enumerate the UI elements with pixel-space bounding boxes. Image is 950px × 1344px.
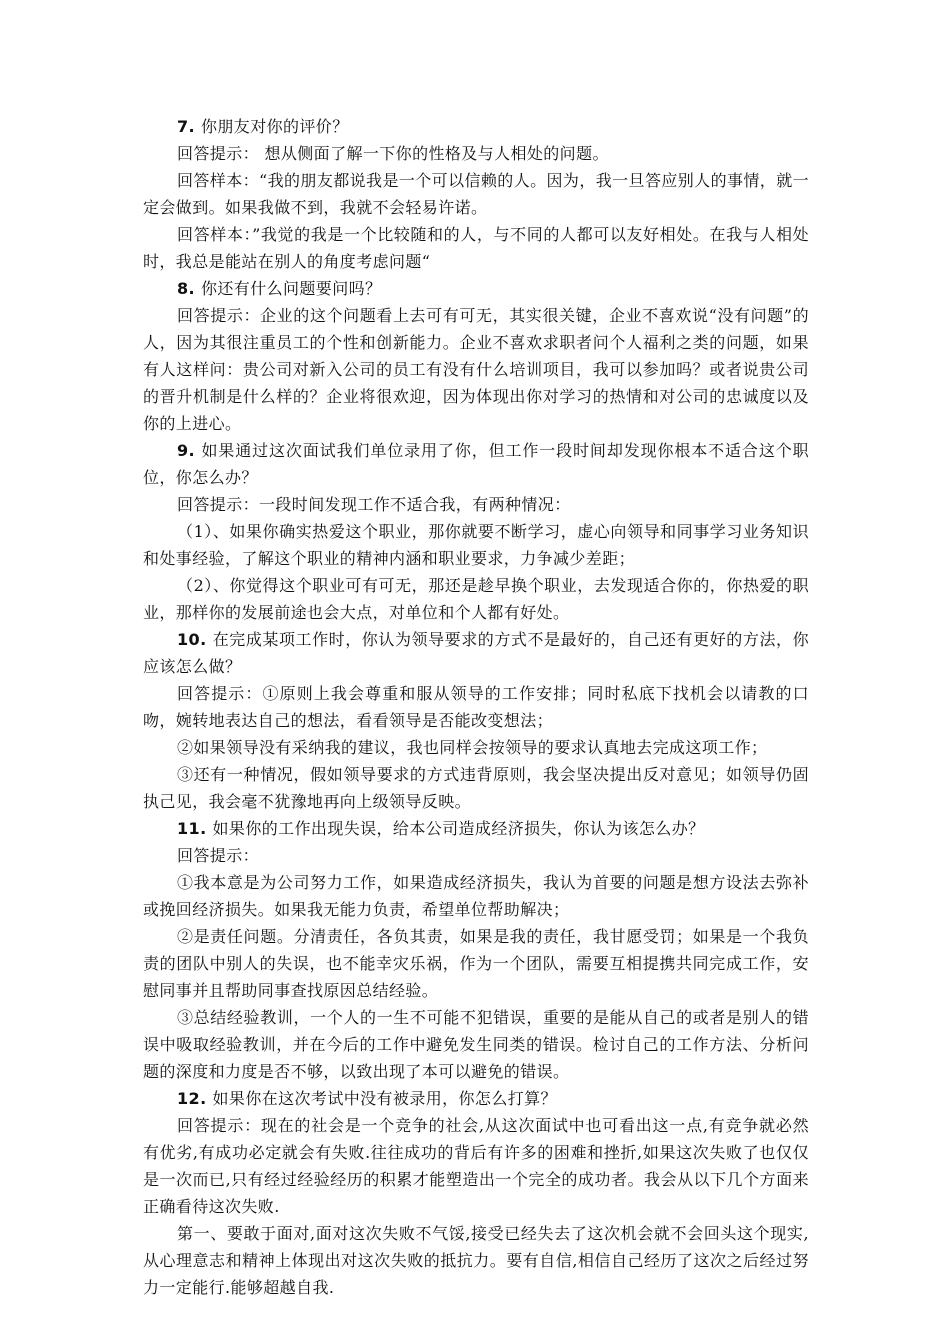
answer-paragraph: 回答提示：企业的这个问题看上去可有可无，其实很关键，企业不喜欢说“没有问题”的人，因为其很注重员工的个性和创新能力。企业不喜欢求职者问个人福利之类的问题，如果有人这样问：贵公司对新入公司的员工有没有什么培训项目，我可以参加吗？或者说贵公司的晋升机制是什么样的？企业将很欢迎，因为体现出你对学习的热情和对公司的忠诚度以及你的上进心。 [143,306,809,433]
document-body [143,113,809,1301]
answer-paragraph: （2）、你觉得这个职业可有可无，那还是趁早换个职业，去发现适合你的，你热爱的职业，那样你的发展前途也会大点，对单位和个人都有好处。 [143,576,809,622]
question-text: 你还有什么问题要问吗？ [201,279,382,298]
answer-paragraph: 回答提示：①原则上我会尊重和服从领导的工作安排；同时私底下找机会以请教的口吻，婉转地表达自己的想法，看看领导是否能改变想法； [143,684,809,730]
answer-paragraph: 回答提示：一段时间发现工作不适合我，有两种情况： [177,495,571,514]
answer-paragraph: 回答提示：现在的社会是一个竞争的社会,从这次面试中也可看出这一点,有竞争就必然有优劣,有成功必定就会有失败.往往成功的背后有许多的困难和挫折,如果这次失败了也仅仅是一次而已,只有经过经验经历的积累才能塑造出一个完全的成功者。我会从以下几个方面来正确看待这次失败. [143,1116,809,1216]
question-number: 10. [177,630,207,649]
question-heading [143,1085,809,1112]
question-text: 如果你的工作出现失误，给本公司造成经济损失，你认为该怎么办？ [212,819,705,838]
question-heading [143,113,809,140]
question-text: 如果通过这次面试我们单位录用了你，但工作一段时间却发现你根本不适合这个职位，你怎么办？ [143,441,809,487]
question-heading [143,626,809,680]
answer-paragraph: ③还有一种情况，假如领导要求的方式违背原则，我会坚决提出反对意见；如领导仍固执己见，我会毫不犹豫地再向上级领导反映。 [143,765,809,811]
question-number: 7. [177,117,196,136]
answer-paragraph: ①我本意是为公司努力工作，如果造成经济损失，我认为首要的问题是想方设法去弥补或挽回经济损失。如果我无能力负责，希望单位帮助解决； [143,873,809,919]
question-heading [143,275,809,302]
answer-paragraph: 回答样本：”我觉的我是一个比较随和的人，与不同的人都可以友好相处。在我与人相处时，我总是能站在别人的角度考虑问题“ [143,225,809,271]
answer-paragraph: 回答提示： 想从侧面了解一下你的性格及与人相处的问题。 [177,144,609,163]
question-text: 如果你在这次考试中没有被录用，你怎么打算？ [212,1089,557,1108]
answer-paragraph: ②是责任问题。分清责任，各负其责，如果是我的责任，我甘愿受罚；如果是一个我负责的团队中别人的失误，也不能幸灾乐祸，作为一个团队，需要互相提携共同完成工作，安慰同事并且帮助同事查找原因总结经验。 [143,927,809,1000]
question-text: 在完成某项工作时，你认为领导要求的方式不是最好的，自己还有更好的方法，你应该怎么做？ [143,630,809,676]
answer-paragraph: （1）、如果你确实热爱这个职业，那你就要不断学习，虚心向领导和同事学习业务知识和处事经验，了解这个职业的精神内涵和职业要求，力争减少差距； [143,522,809,568]
question-number: 12. [177,1089,207,1108]
question-text: 你朋友对你的评价？ [201,117,349,136]
question-heading [143,437,809,491]
question-number: 11. [177,819,207,838]
answer-paragraph: 回答提示： [177,846,260,865]
answer-paragraph: 第一、要敢于面对,面对这次失败不气馁,接受已经失去了这次机会就不会回头这个现实,从心理意志和精神上体现出对这次失败的抵抗力。要有自信,相信自己经历了这次之后经过努力一定能行.能够超越自我. [143,1224,809,1297]
answer-paragraph: ③总结经验教训，一个人的一生不可能不犯错误，重要的是能从自己的或者是别人的错误中吸取经验教训，并在今后的工作中避免发生同类的错误。检讨自己的工作方法、分析问题的深度和力度是否不够，以致出现了本可以避免的错误。 [143,1008,809,1081]
question-heading [143,815,809,842]
answer-paragraph: 回答样本：“我的朋友都说我是一个可以信赖的人。因为，我一旦答应别人的事情，就一定会做到。如果我做不到，我就不会轻易许诺。 [143,171,809,217]
answer-paragraph: ②如果领导没有采纳我的建议，我也同样会按领导的要求认真地去完成这项工作； [177,738,768,757]
question-number: 8. [177,279,196,298]
question-number: 9. [177,441,196,460]
